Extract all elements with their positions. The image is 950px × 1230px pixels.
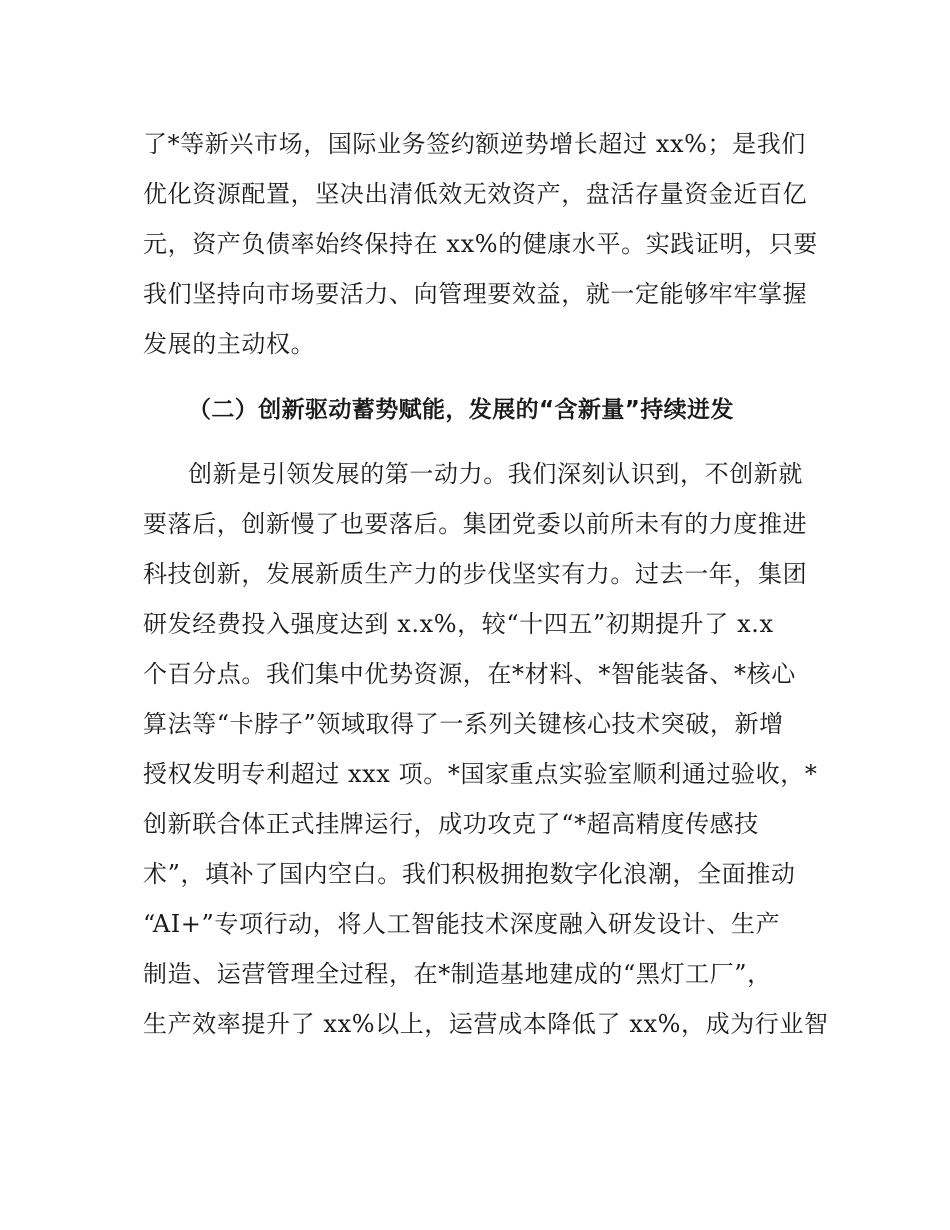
body-text-line: 创新是引领发展的第一动力。我们深刻认识到，不创新就 [188,460,803,488]
body-text-line: 我们坚持向市场要活力、向管理要效益，就一定能够牢牢掌握 [143,280,808,308]
body-text-line: 要落后，创新慢了也要落后。集团党委以前所未有的力度推进 [143,510,808,538]
body-text-line: 科技创新，发展新质生产力的步伐坚实有力。过去一年，集团 [143,560,808,588]
body-text-line: 算法等“卡脖子”领域取得了一系列关键核心技术突破，新增 [143,710,784,738]
section-heading: （二）创新驱动蓄势赋能，发展的“含新量”持续迸发 [188,397,734,423]
body-text-line: 研发经费投入强度达到 x.x%，较“十四五”初期提升了 x.x [143,610,774,638]
body-text-line: 个百分点。我们集中优势资源，在*材料、*智能装备、*核心 [143,660,796,688]
body-text-line: 了*等新兴市场，国际业务签约额逆势增长超过 xx%；是我们 [143,130,806,158]
body-text-line: 制造、运营管理全过程，在*制造基地建成的“黑灯工厂”， [143,960,772,988]
body-text-line: 创新联合体正式挂牌运行，成功攻克了“*超高精度传感技 [143,810,759,838]
body-text-line: “AI+”专项行动，将人工智能技术深度融入研发设计、生产 [143,910,781,938]
body-text-line: 元，资产负债率始终保持在 xx%的健康水平。实践证明，只要 [143,230,818,258]
body-text-line: 优化资源配置，坚决出清低效无效资产，盘活存量资金近百亿 [143,180,808,208]
body-text-line: 发展的主动权。 [143,330,316,358]
body-text-line: 术”，填补了国内空白。我们积极拥抱数字化浪潮，全面推动 [143,860,796,888]
body-text-line: 授权发明专利超过 xxx 项。*国家重点实验室顺利通过验收，* [143,760,818,788]
body-text-line: 生产效率提升了 xx%以上，运营成本降低了 xx%，成为行业智 [143,1010,829,1038]
